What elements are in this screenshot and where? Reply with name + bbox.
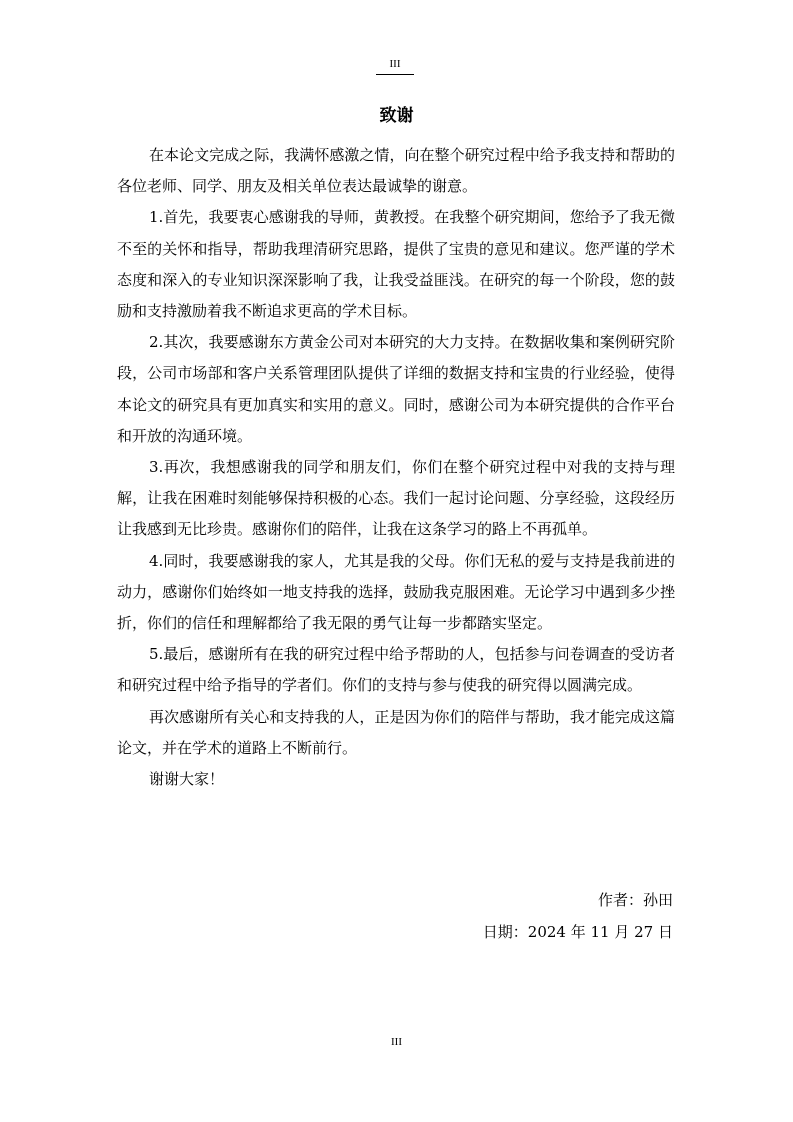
signature-date: 日期：2024 年 11 月 27 日 [482, 923, 673, 941]
header-page-number: III [376, 56, 414, 75]
paragraph-others: 5.最后，感谢所有在我的研究过程中给予帮助的人，包括参与问卷调查的受访者和研究过程中给予指导的学者们。你们的支持与参与使我的研究得以圆满完成。 [117, 645, 675, 695]
signature-author: 作者：孙田 [597, 891, 673, 909]
page-title: 致谢 [379, 106, 414, 126]
paragraph-thanks: 谢谢大家！ [149, 770, 225, 789]
paragraph-friends: 3.再次，我想感谢我的同学和朋友们，你们在整个研究过程中对我的支持与理解，让我在困难时刻能够保持积极的心态。我们一起讨论问题、分享经验，这段经历让我感到无比珍贵。感谢你们的陪伴，让我在这条学习的路上不再孤单。 [117, 458, 675, 539]
paragraph-closing: 再次感谢所有关心和支持我的人，正是因为你们的陪伴与帮助，我才能完成这篇论文，并在学术的道路上不断前行。 [117, 707, 675, 757]
acknowledgement-body [117, 140, 675, 795]
paragraph-advisor: 1.首先，我要衷心感谢我的导师，黄教授。在我整个研究期间，您给予了我无微不至的关怀和指导，帮助我理清研究思路，提供了宝贵的意见和建议。您严谨的学术态度和深入的专业知识深深影响了我，让我受益匪浅。在研究的每一个阶段，您的鼓励和支持激励着我不断追求更高的学术目标。 [117, 208, 675, 321]
paragraph-intro: 在本论文完成之际，我满怀感激之情，向在整个研究过程中给予我支持和帮助的各位老师、同学、朋友及相关单位表达最诚挚的谢意。 [117, 146, 675, 196]
footer-page-number: III [391, 1036, 402, 1048]
paragraph-family: 4.同时，我要感谢我的家人，尤其是我的父母。你们无私的爱与支持是我前进的动力，感谢你们始终如一地支持我的选择，鼓励我克服困难。无论学习中遇到多少挫折，你们的信任和理解都给了我无限的勇气让每一步都踏实坚定。 [117, 551, 675, 633]
paragraph-company: 2.其次，我要感谢东方黄金公司对本研究的大力支持。在数据收集和案例研究阶段，公司市场部和客户关系管理团队提供了详细的数据支持和宝贵的行业经验，使得本论文的研究具有更加真实和实用的意义。同时，感谢公司为本研究提供的合作平台和开放的沟通环境。 [117, 333, 675, 445]
